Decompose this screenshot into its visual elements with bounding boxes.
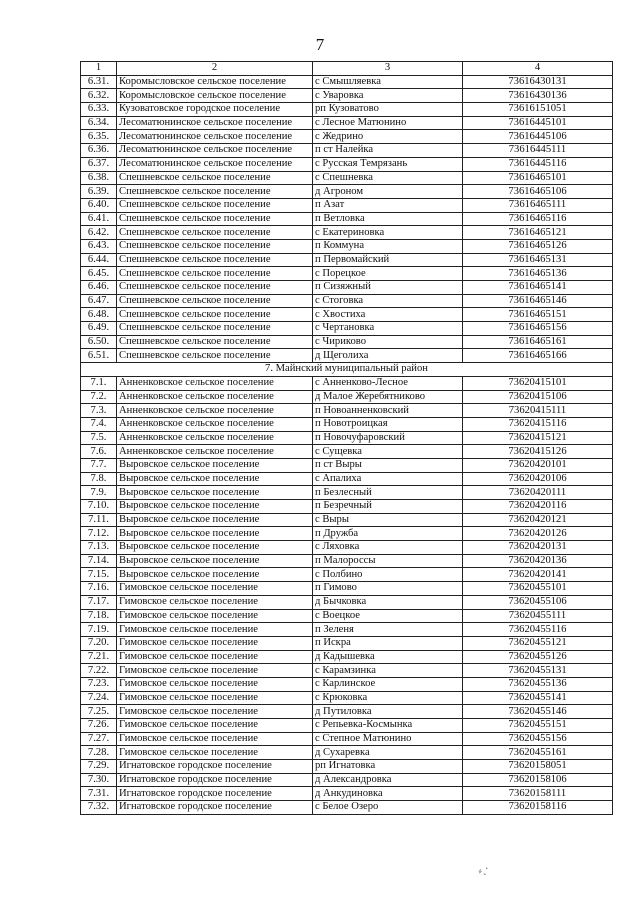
- settlement-name: Гимовское сельское поселение: [117, 664, 313, 678]
- table-row: [81, 513, 613, 527]
- row-number: 7.18.: [81, 609, 117, 623]
- section-row: [81, 363, 613, 377]
- row-number: 6.42.: [81, 226, 117, 240]
- oktmo-code: 73620415101: [463, 376, 613, 390]
- settlement-name: Гимовское сельское поселение: [117, 705, 313, 719]
- locality-name: с Сущевка: [313, 445, 463, 459]
- settlement-name: Спешневское сельское поселение: [117, 308, 313, 322]
- settlement-name: Спешневское сельское поселение: [117, 226, 313, 240]
- row-number: 6.43.: [81, 239, 117, 253]
- locality-name: рп Игнатовка: [313, 760, 463, 774]
- oktmo-code: 73620455146: [463, 705, 613, 719]
- settlement-name: Игнатовское городское поселение: [117, 801, 313, 815]
- locality-name: д Александровка: [313, 773, 463, 787]
- oktmo-code: 73620158111: [463, 787, 613, 801]
- table-row: [81, 431, 613, 445]
- settlement-name: Выровское сельское поселение: [117, 527, 313, 541]
- settlement-name: Гимовское сельское поселение: [117, 691, 313, 705]
- locality-name: с Порецкое: [313, 267, 463, 281]
- row-number: 6.35.: [81, 130, 117, 144]
- row-number: 6.38.: [81, 171, 117, 185]
- settlement-name: Спешневское сельское поселение: [117, 171, 313, 185]
- locality-name: с Степное Матюнино: [313, 732, 463, 746]
- row-number: 7.6.: [81, 445, 117, 459]
- oktmo-code: 73620420101: [463, 458, 613, 472]
- row-number: 7.27.: [81, 732, 117, 746]
- locality-name: с Анненково-Лесное: [313, 376, 463, 390]
- table-row: [81, 103, 613, 117]
- oktmo-code: 73616151051: [463, 103, 613, 117]
- header-cell-3: 3: [313, 62, 463, 76]
- oktmo-code: 73620420141: [463, 568, 613, 582]
- row-number: 7.16.: [81, 582, 117, 596]
- settlement-name: Гимовское сельское поселение: [117, 732, 313, 746]
- settlement-name: Игнатовское городское поселение: [117, 760, 313, 774]
- row-number: 6.40.: [81, 198, 117, 212]
- table-row: [81, 335, 613, 349]
- table-row: [81, 185, 613, 199]
- row-number: 7.15.: [81, 568, 117, 582]
- oktmo-code: 73616465126: [463, 239, 613, 253]
- locality-name: д Бычковка: [313, 595, 463, 609]
- table-row: [81, 322, 613, 336]
- oktmo-code: 73616445106: [463, 130, 613, 144]
- settlement-name: Анненковское сельское поселение: [117, 431, 313, 445]
- oktmo-code: 73620158051: [463, 760, 613, 774]
- locality-name: п Малороссы: [313, 554, 463, 568]
- locality-name: с Карамзинка: [313, 664, 463, 678]
- settlement-name: Анненковское сельское поселение: [117, 445, 313, 459]
- page-number: 7: [315, 35, 325, 54]
- table-row: [81, 705, 613, 719]
- locality-name: с Чертановка: [313, 322, 463, 336]
- settlement-name: Анненковское сельское поселение: [117, 404, 313, 418]
- header-cell-2: 2: [117, 62, 313, 76]
- settlement-name: Гимовское сельское поселение: [117, 595, 313, 609]
- locality-name: п Гимово: [313, 582, 463, 596]
- oktmo-code: 73616465161: [463, 335, 613, 349]
- row-number: 7.10.: [81, 500, 117, 514]
- locality-name: д Щеголиха: [313, 349, 463, 363]
- table-row: [81, 760, 613, 774]
- row-number: 6.49.: [81, 322, 117, 336]
- table-row: [81, 226, 613, 240]
- settlement-name: Выровское сельское поселение: [117, 458, 313, 472]
- table-row: [81, 144, 613, 158]
- locality-name: п ст Налейка: [313, 144, 463, 158]
- row-number: 6.34.: [81, 116, 117, 130]
- row-number: 7.22.: [81, 664, 117, 678]
- table-row: [81, 458, 613, 472]
- settlement-name: Гимовское сельское поселение: [117, 623, 313, 637]
- settlements-table: [80, 61, 613, 815]
- row-number: 7.28.: [81, 746, 117, 760]
- table-row: [81, 541, 613, 555]
- settlement-name: Игнатовское городское поселение: [117, 787, 313, 801]
- table-row: [81, 554, 613, 568]
- oktmo-code: 73620420126: [463, 527, 613, 541]
- table-row: [81, 404, 613, 418]
- settlement-name: Спешневское сельское поселение: [117, 267, 313, 281]
- locality-name: д Малое Жеребятниково: [313, 390, 463, 404]
- table-row: [81, 595, 613, 609]
- settlement-name: Спешневское сельское поселение: [117, 212, 313, 226]
- locality-name: с Хвостиха: [313, 308, 463, 322]
- settlement-name: Лесоматюнинское сельское поселение: [117, 130, 313, 144]
- row-number: 6.32.: [81, 89, 117, 103]
- oktmo-code: 73616465166: [463, 349, 613, 363]
- oktmo-code: 73616465111: [463, 198, 613, 212]
- oktmo-code: 73620420106: [463, 472, 613, 486]
- row-number: 6.50.: [81, 335, 117, 349]
- row-number: 6.47.: [81, 294, 117, 308]
- settlement-name: Спешневское сельское поселение: [117, 349, 313, 363]
- row-number: 6.36.: [81, 144, 117, 158]
- table-row: [81, 609, 613, 623]
- oktmo-code: 73616430131: [463, 75, 613, 89]
- row-number: 7.26.: [81, 719, 117, 733]
- row-number: 6.33.: [81, 103, 117, 117]
- settlement-name: Спешневское сельское поселение: [117, 198, 313, 212]
- table-row: [81, 390, 613, 404]
- row-number: 7.5.: [81, 431, 117, 445]
- oktmo-code: 73620455141: [463, 691, 613, 705]
- settlement-name: Коромысловское сельское поселение: [117, 89, 313, 103]
- table-row: [81, 445, 613, 459]
- table-row: [81, 198, 613, 212]
- oktmo-code: 73616445111: [463, 144, 613, 158]
- oktmo-code: 73616465121: [463, 226, 613, 240]
- oktmo-code: 73616465146: [463, 294, 613, 308]
- settlement-name: Анненковское сельское поселение: [117, 390, 313, 404]
- locality-name: п Ветловка: [313, 212, 463, 226]
- settlement-name: Спешневское сельское поселение: [117, 239, 313, 253]
- locality-name: с Крюковка: [313, 691, 463, 705]
- table-row: [81, 664, 613, 678]
- oktmo-code: 73620455131: [463, 664, 613, 678]
- locality-name: п Искра: [313, 636, 463, 650]
- settlement-name: Анненковское сельское поселение: [117, 376, 313, 390]
- row-number: 6.45.: [81, 267, 117, 281]
- locality-name: п Безречный: [313, 500, 463, 514]
- locality-name: п Дружба: [313, 527, 463, 541]
- settlement-name: Спешневское сельское поселение: [117, 253, 313, 267]
- settlement-name: Игнатовское городское поселение: [117, 773, 313, 787]
- oktmo-code: 73620420131: [463, 541, 613, 555]
- oktmo-code: 73620455121: [463, 636, 613, 650]
- locality-name: п Первомайский: [313, 253, 463, 267]
- row-number: 6.51.: [81, 349, 117, 363]
- oktmo-code: 73620455101: [463, 582, 613, 596]
- table-row: [81, 691, 613, 705]
- settlement-name: Выровское сельское поселение: [117, 541, 313, 555]
- locality-name: д Кадышевка: [313, 650, 463, 664]
- row-number: 6.46.: [81, 281, 117, 295]
- oktmo-code: 73620158116: [463, 801, 613, 815]
- oktmo-code: 73616465106: [463, 185, 613, 199]
- table-row: [81, 116, 613, 130]
- locality-name: с Екатериновка: [313, 226, 463, 240]
- header-cell-4: 4: [463, 62, 613, 76]
- table-row: [81, 253, 613, 267]
- oktmo-code: 73620420136: [463, 554, 613, 568]
- locality-name: п Сизяжный: [313, 281, 463, 295]
- oktmo-code: 73620455161: [463, 746, 613, 760]
- row-number: 7.17.: [81, 595, 117, 609]
- settlement-name: Спешневское сельское поселение: [117, 281, 313, 295]
- locality-name: п Азат: [313, 198, 463, 212]
- settlement-name: Спешневское сельское поселение: [117, 294, 313, 308]
- row-number: 7.32.: [81, 801, 117, 815]
- table-row: [81, 582, 613, 596]
- oktmo-code: 73616445101: [463, 116, 613, 130]
- table-row: [81, 349, 613, 363]
- table-row: [81, 157, 613, 171]
- locality-name: с Русская Темрязань: [313, 157, 463, 171]
- settlement-name: Спешневское сельское поселение: [117, 322, 313, 336]
- oktmo-code: 73620455106: [463, 595, 613, 609]
- locality-name: с Репьевка-Космынка: [313, 719, 463, 733]
- oktmo-code: 73616465116: [463, 212, 613, 226]
- row-number: 7.23.: [81, 677, 117, 691]
- oktmo-code: 73616430136: [463, 89, 613, 103]
- settlement-name: Гимовское сельское поселение: [117, 582, 313, 596]
- oktmo-code: 73620415116: [463, 417, 613, 431]
- locality-name: д Агроном: [313, 185, 463, 199]
- locality-name: п Безлесный: [313, 486, 463, 500]
- row-number: 7.2.: [81, 390, 117, 404]
- table-row: [81, 636, 613, 650]
- settlement-name: Выровское сельское поселение: [117, 554, 313, 568]
- row-number: 6.44.: [81, 253, 117, 267]
- settlement-name: Гимовское сельское поселение: [117, 636, 313, 650]
- locality-name: с Ляховка: [313, 541, 463, 555]
- settlement-name: Спешневское сельское поселение: [117, 335, 313, 349]
- settlement-name: Лесоматюнинское сельское поселение: [117, 116, 313, 130]
- row-number: 6.48.: [81, 308, 117, 322]
- table-row: [81, 486, 613, 500]
- locality-name: с Карлинское: [313, 677, 463, 691]
- table-row: [81, 472, 613, 486]
- oktmo-code: 73616465151: [463, 308, 613, 322]
- oktmo-code: 73616465136: [463, 267, 613, 281]
- table-row: [81, 677, 613, 691]
- row-number: 7.3.: [81, 404, 117, 418]
- table-row: [81, 75, 613, 89]
- row-number: 7.25.: [81, 705, 117, 719]
- oktmo-code: 73620415106: [463, 390, 613, 404]
- oktmo-code: 73620415126: [463, 445, 613, 459]
- table-row: [81, 212, 613, 226]
- oktmo-code: 73616445116: [463, 157, 613, 171]
- row-number: 7.11.: [81, 513, 117, 527]
- row-number: 7.24.: [81, 691, 117, 705]
- table-row: [81, 281, 613, 295]
- row-number: 7.9.: [81, 486, 117, 500]
- settlement-name: Выровское сельское поселение: [117, 472, 313, 486]
- locality-name: с Чириково: [313, 335, 463, 349]
- locality-name: д Анкудиновка: [313, 787, 463, 801]
- settlement-name: Спешневское сельское поселение: [117, 185, 313, 199]
- table-row: [81, 801, 613, 815]
- locality-name: п Новочуфаровский: [313, 431, 463, 445]
- locality-name: с Апалиха: [313, 472, 463, 486]
- oktmo-code: 73620420116: [463, 500, 613, 514]
- table-row: [81, 267, 613, 281]
- row-number: 7.31.: [81, 787, 117, 801]
- table-row: [81, 623, 613, 637]
- oktmo-code: 73616465141: [463, 281, 613, 295]
- row-number: 7.14.: [81, 554, 117, 568]
- oktmo-code: 73616465101: [463, 171, 613, 185]
- row-number: 7.13.: [81, 541, 117, 555]
- settlement-name: Гимовское сельское поселение: [117, 746, 313, 760]
- oktmo-code: 73620415121: [463, 431, 613, 445]
- settlement-name: Гимовское сельское поселение: [117, 719, 313, 733]
- locality-name: п ст Выры: [313, 458, 463, 472]
- table-row: [81, 417, 613, 431]
- locality-name: с Белое Озеро: [313, 801, 463, 815]
- locality-name: с Жедрино: [313, 130, 463, 144]
- settlement-name: Гимовское сельское поселение: [117, 677, 313, 691]
- row-number: 7.19.: [81, 623, 117, 637]
- locality-name: с Смышляевка: [313, 75, 463, 89]
- oktmo-code: 73620158106: [463, 773, 613, 787]
- settlement-name: Выровское сельское поселение: [117, 500, 313, 514]
- locality-name: с Воецкое: [313, 609, 463, 623]
- oktmo-code: 73616465156: [463, 322, 613, 336]
- table-row: [81, 500, 613, 514]
- oktmo-code: 73620455151: [463, 719, 613, 733]
- locality-name: с Спешневка: [313, 171, 463, 185]
- locality-name: п Зеленя: [313, 623, 463, 637]
- oktmo-code: 73620455136: [463, 677, 613, 691]
- settlement-name: Кузоватовское городское поселение: [117, 103, 313, 117]
- row-number: 7.4.: [81, 417, 117, 431]
- row-number: 7.8.: [81, 472, 117, 486]
- row-number: 6.31.: [81, 75, 117, 89]
- locality-name: рп Кузоватово: [313, 103, 463, 117]
- locality-name: д Путиловка: [313, 705, 463, 719]
- row-number: 7.1.: [81, 376, 117, 390]
- row-number: 6.41.: [81, 212, 117, 226]
- table-row: [81, 787, 613, 801]
- table-row: [81, 650, 613, 664]
- settlement-name: Коромысловское сельское поселение: [117, 75, 313, 89]
- locality-name: п Коммуна: [313, 239, 463, 253]
- table-row: [81, 773, 613, 787]
- row-number: 7.29.: [81, 760, 117, 774]
- oktmo-code: 73616465131: [463, 253, 613, 267]
- locality-name: с Лесное Матюнино: [313, 116, 463, 130]
- row-number: 7.12.: [81, 527, 117, 541]
- table-row: [81, 732, 613, 746]
- table-row: [81, 527, 613, 541]
- table-row: [81, 308, 613, 322]
- locality-name: д Сухаревка: [313, 746, 463, 760]
- oktmo-code: 73620415111: [463, 404, 613, 418]
- row-number: 6.39.: [81, 185, 117, 199]
- table-row: [81, 376, 613, 390]
- table-row: [81, 568, 613, 582]
- table-row: [81, 719, 613, 733]
- row-number: 7.21.: [81, 650, 117, 664]
- oktmo-code: 73620420111: [463, 486, 613, 500]
- oktmo-code: 73620455111: [463, 609, 613, 623]
- table-row: [81, 294, 613, 308]
- header-cell-1: 1: [81, 62, 117, 76]
- locality-name: с Стоговка: [313, 294, 463, 308]
- settlement-name: Лесоматюнинское сельское поселение: [117, 144, 313, 158]
- locality-name: с Полбино: [313, 568, 463, 582]
- locality-name: с Выры: [313, 513, 463, 527]
- row-number: 7.30.: [81, 773, 117, 787]
- table-row: [81, 130, 613, 144]
- locality-name: п Новоанненковский: [313, 404, 463, 418]
- table-row: [81, 89, 613, 103]
- row-number: 6.37.: [81, 157, 117, 171]
- oktmo-code: 73620455116: [463, 623, 613, 637]
- settlement-name: Гимовское сельское поселение: [117, 650, 313, 664]
- oktmo-code: 73620455126: [463, 650, 613, 664]
- oktmo-code: 73620420121: [463, 513, 613, 527]
- row-number: 7.20.: [81, 636, 117, 650]
- locality-name: с Уваровка: [313, 89, 463, 103]
- oktmo-code: 73620455156: [463, 732, 613, 746]
- settlement-name: Анненковское сельское поселение: [117, 417, 313, 431]
- settlement-name: Лесоматюнинское сельское поселение: [117, 157, 313, 171]
- settlement-name: Выровское сельское поселение: [117, 568, 313, 582]
- locality-name: п Новотроицкая: [313, 417, 463, 431]
- table-row: [81, 239, 613, 253]
- settlement-name: Выровское сельское поселение: [117, 513, 313, 527]
- settlement-name: Выровское сельское поселение: [117, 486, 313, 500]
- settlement-name: Гимовское сельское поселение: [117, 609, 313, 623]
- table-header-row: [81, 62, 613, 76]
- handwritten-mark: ⸗ˎ·: [476, 862, 491, 878]
- section-title: 7. Майнский муниципальный район: [81, 363, 613, 377]
- table-row: [81, 171, 613, 185]
- table-row: [81, 746, 613, 760]
- row-number: 7.7.: [81, 458, 117, 472]
